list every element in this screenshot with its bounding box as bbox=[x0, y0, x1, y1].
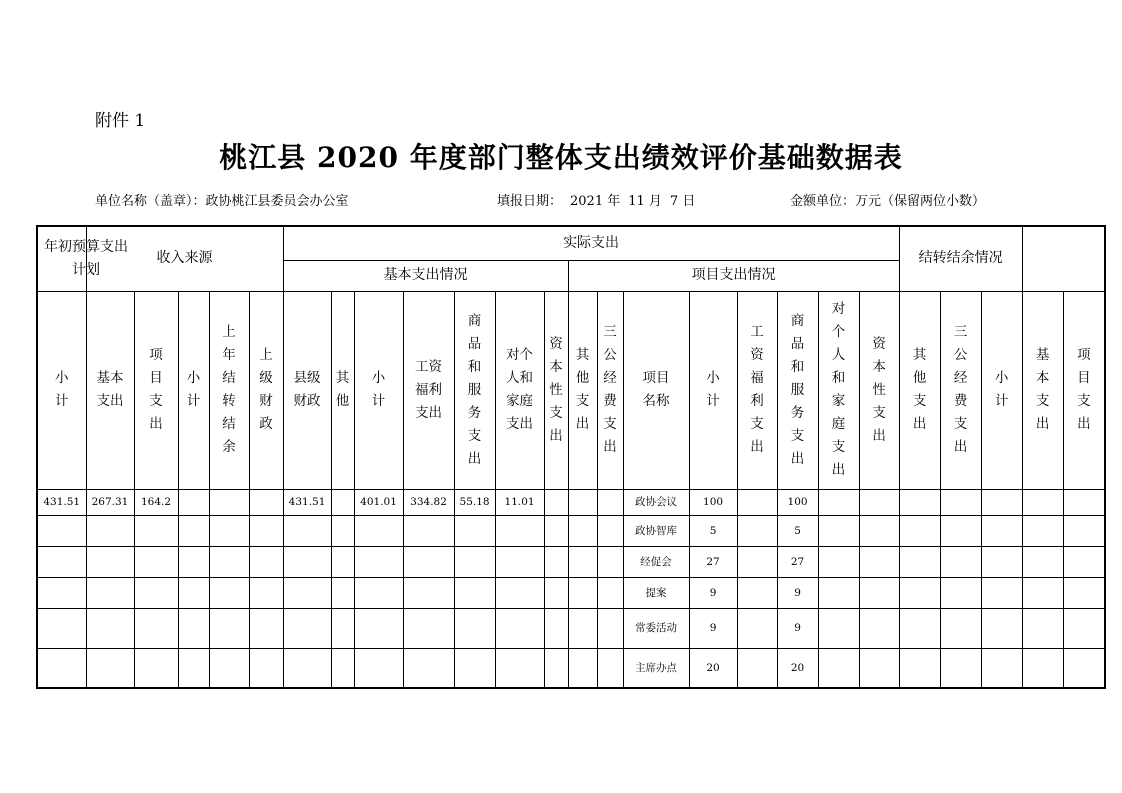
cell-project-subtotal: 9 bbox=[689, 577, 737, 608]
cell-project-goods: 20 bbox=[777, 648, 818, 688]
attachment-label: 附件 1 bbox=[95, 111, 146, 131]
header-carryover: 结转结余情况 bbox=[899, 226, 1022, 291]
cell-project-goods: 9 bbox=[777, 608, 818, 648]
col-income-higher: 上级财政 bbox=[249, 291, 283, 489]
table-row bbox=[37, 515, 1105, 546]
col-actual-subtotal: 小计 bbox=[354, 291, 403, 489]
col-project-personal: 对个人和家庭支出 bbox=[818, 291, 859, 489]
col-carry-basic: 基本支出 bbox=[1022, 291, 1063, 489]
fill-date-label: 填报日期： bbox=[497, 194, 563, 209]
col-budget-subtotal: 小计 bbox=[37, 291, 86, 489]
col-actual-personal: 对个人和家庭支出 bbox=[495, 291, 544, 489]
header-basic: 基本支出情况 bbox=[283, 260, 568, 291]
cell-project-goods: 9 bbox=[777, 577, 818, 608]
cell-budget-project: 164.2 bbox=[134, 489, 178, 515]
cell-project-name: 常委活动 bbox=[623, 608, 689, 648]
cell-actual-subtotal: 401.01 bbox=[354, 489, 403, 515]
performance-data-table bbox=[36, 225, 1106, 689]
cell-project-subtotal: 5 bbox=[689, 515, 737, 546]
cell-project-name: 政协智库 bbox=[623, 515, 689, 546]
header-project: 项目支出情况 bbox=[568, 260, 899, 291]
col-actual-other: 其他支出 bbox=[568, 291, 597, 489]
cell-project-subtotal: 100 bbox=[689, 489, 737, 515]
cell-project-goods: 5 bbox=[777, 515, 818, 546]
unit-name: 单位名称（盖章）：政协桃江县委员会办公室 bbox=[95, 194, 349, 209]
col-carry-subtotal: 小计 bbox=[981, 291, 1022, 489]
cell-project-name: 政协会议 bbox=[623, 489, 689, 515]
col-budget-project: 项目支出 bbox=[134, 291, 178, 489]
col-project-three: 三公经费支出 bbox=[940, 291, 981, 489]
header-income: 收入来源 bbox=[86, 226, 283, 291]
col-actual-goods: 商品和服务支出 bbox=[454, 291, 495, 489]
page-title: 桃江县 2020 年度部门整体支出绩效评价基础数据表 bbox=[219, 141, 903, 174]
cell-project-goods: 27 bbox=[777, 546, 818, 577]
cell-actual-wages: 334.82 bbox=[403, 489, 454, 515]
col-income-subtotal: 小计 bbox=[178, 291, 209, 489]
col-actual-three: 三公经费支出 bbox=[597, 291, 623, 489]
header-actual: 实际支出 bbox=[283, 226, 899, 260]
cell-actual-goods: 55.18 bbox=[454, 489, 495, 515]
fill-date-month: 11 月 bbox=[628, 194, 662, 209]
col-project-capital: 资本性支出 bbox=[859, 291, 899, 489]
table-row bbox=[37, 546, 1105, 577]
cell-budget-subtotal: 431.51 bbox=[37, 489, 86, 515]
cell-budget-basic: 267.31 bbox=[86, 489, 134, 515]
col-carry-project: 项目支出 bbox=[1063, 291, 1105, 489]
cell-project-name: 主席办点 bbox=[623, 648, 689, 688]
col-project-other: 其他支出 bbox=[899, 291, 940, 489]
fill-date-year: 2021 年 bbox=[570, 194, 621, 209]
cell-project-subtotal: 9 bbox=[689, 608, 737, 648]
cell-actual-personal: 11.01 bbox=[495, 489, 544, 515]
col-project-name: 项目名称 bbox=[623, 291, 689, 489]
table-row bbox=[37, 577, 1105, 608]
col-budget-basic: 基本支出 bbox=[86, 291, 134, 489]
amount-unit: 金额单位：万元（保留两位小数） bbox=[790, 194, 986, 209]
cell-income-county: 431.51 bbox=[283, 489, 331, 515]
table-row bbox=[37, 648, 1105, 688]
col-project-goods: 商品和服务支出 bbox=[777, 291, 818, 489]
col-project-subtotal: 小计 bbox=[689, 291, 737, 489]
table-row bbox=[37, 608, 1105, 648]
cell-project-subtotal: 27 bbox=[689, 546, 737, 577]
cell-project-name: 提案 bbox=[623, 577, 689, 608]
header-budget: 年初预算支出计划 bbox=[37, 226, 86, 291]
col-income-county: 县级财政 bbox=[283, 291, 331, 489]
fill-date-day: 7 日 bbox=[669, 194, 696, 209]
col-income-other: 其他 bbox=[331, 291, 354, 489]
col-actual-capital: 资本性支出 bbox=[544, 291, 568, 489]
cell-project-goods: 100 bbox=[777, 489, 818, 515]
cell-project-subtotal: 20 bbox=[689, 648, 737, 688]
col-project-wages: 工资福利支出 bbox=[737, 291, 777, 489]
table-row bbox=[37, 489, 1105, 515]
col-actual-wages: 工资福利支出 bbox=[403, 291, 454, 489]
fill-date bbox=[497, 190, 695, 209]
col-income-prev: 上年结转结余 bbox=[209, 291, 249, 489]
cell-project-name: 经促会 bbox=[623, 546, 689, 577]
